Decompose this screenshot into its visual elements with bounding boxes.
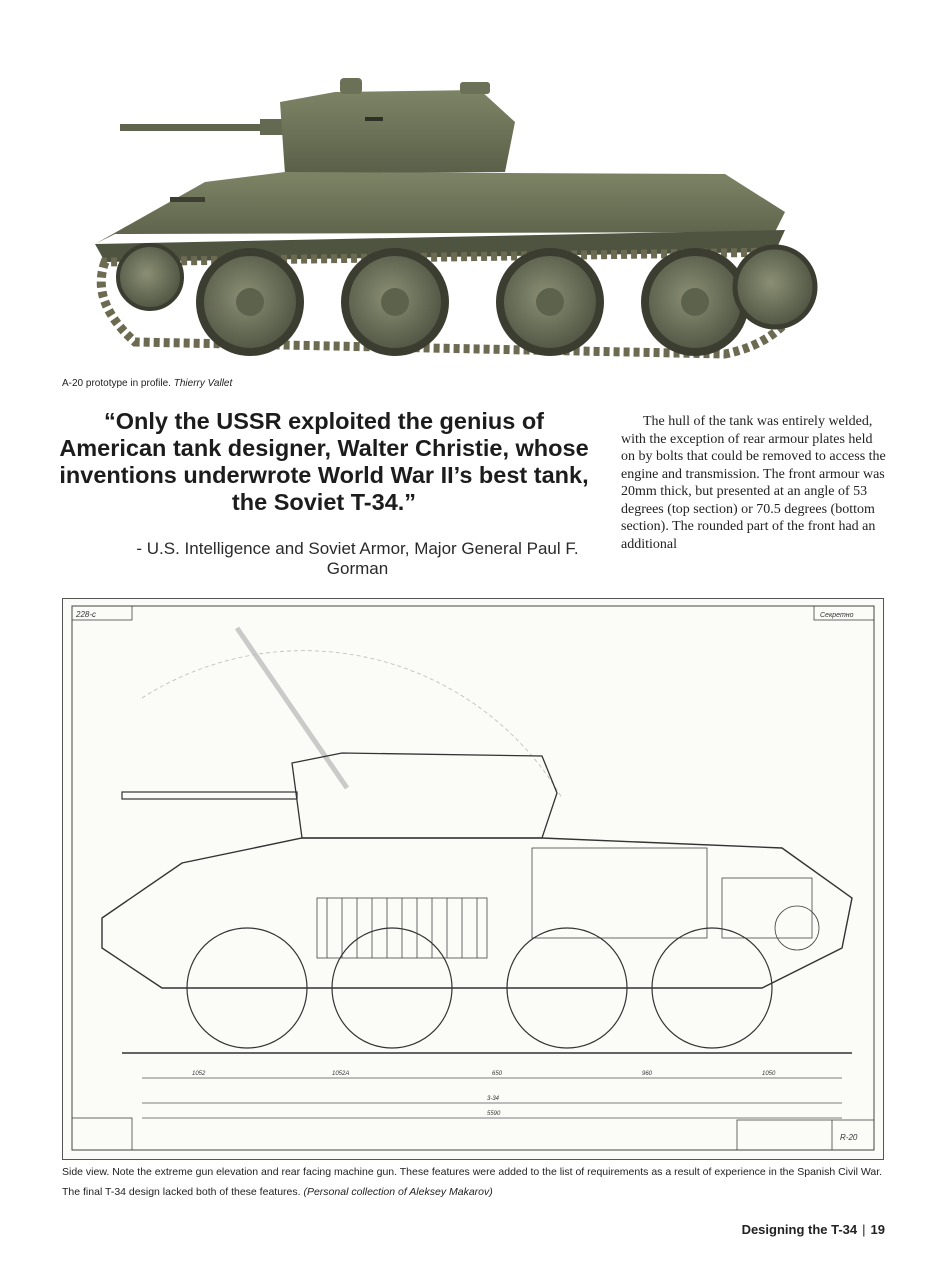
blueprint-dim-3: 650 [492, 1071, 503, 1077]
blueprint-sheet-no: 228-c [76, 610, 97, 619]
blueprint-side-view [62, 598, 884, 1160]
page-number: 19 [870, 1222, 885, 1237]
blueprint-credit: (Personal collection of Aleksey Makarov) [303, 1186, 493, 1198]
blueprint-title-block: R-20 [840, 1133, 858, 1142]
blueprint-stamp: Секретно [820, 612, 854, 619]
tank-profile-illustration [85, 62, 830, 372]
profile-credit: Thierry Vallet [173, 378, 233, 389]
profile-caption [62, 378, 232, 389]
footer-separator: | [862, 1222, 866, 1237]
blueprint-dim-6: 3-34 [487, 1096, 500, 1102]
blueprint-dim-2: 1052А [332, 1071, 350, 1077]
blueprint-dim-5: 1050 [762, 1071, 776, 1077]
blueprint-dim-7: 5590 [487, 1111, 501, 1117]
page-footer [600, 1222, 885, 1237]
blueprint-caption-text: Side view. Note the extreme gun elevation and rear facing machine gun. These features were added to the list of requirements as a result of experience in the Spanish Civil War. The final T-34 design lacked both of these features. [62, 1166, 883, 1198]
pull-quote: “Only the USSR exploited the genius of American tank designer, Walter Christie, whose inventions underwrote World War II’s best tank, the Soviet T-34.” [59, 408, 589, 515]
footer-section: Designing the T-34 [741, 1222, 858, 1237]
blueprint-dim-4: 960 [642, 1071, 653, 1077]
body-paragraph: The hull of the tank was entirely welded, with the exception of rear armour plates held on by bolts that could be removed to access the engine and transmission. The front armour was 20mm thick, but presented at an angle of 53 degrees (top section) or 70.5 degrees (bottom section). The rounded part of the front had an additional [621, 414, 886, 552]
quote-attribution: - U.S. Intelligence and Soviet Armor, Major General Paul F. Gorman [136, 539, 579, 578]
blueprint-caption [62, 1162, 892, 1202]
profile-caption-text: A-20 prototype in profile. [62, 378, 171, 389]
blueprint-dim-1: 1052 [192, 1071, 206, 1077]
